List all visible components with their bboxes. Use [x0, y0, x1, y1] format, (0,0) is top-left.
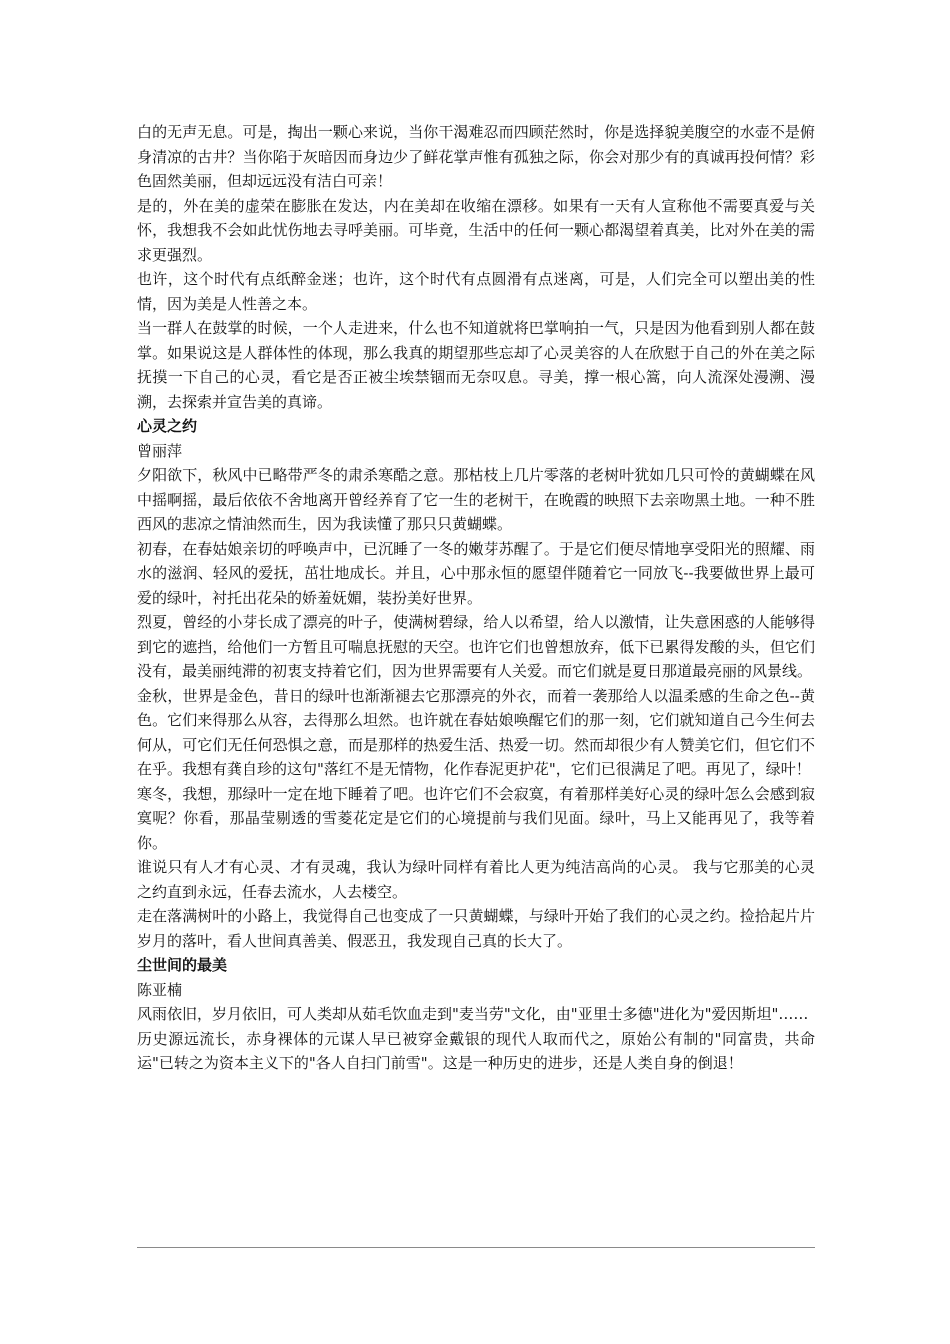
section-title: 心灵之约	[137, 417, 198, 435]
section-title: 尘世间的最美	[137, 956, 228, 974]
paragraph: 金秋，世界是金色，昔日的绿叶也渐渐褪去它那漂亮的外衣，而着一袭那给人以温柔感的生命之色--黄色。它们来得那么从容，去得那么坦然。也许就在春姑娘唤醒它们的那一刻，它们就知道自己今生何去何从，可它们无任何恐惧之意，而是那样的热爱生活、热爱一切。然而却很少有人赞美它们，但它们不在乎。我想有龚自珍的这句"落红不是无情物，化作春泥更护花"，它们已很满足了吧。再见了，绿叶！	[137, 686, 815, 778]
paragraph: 谁说只有人才有心灵、才有灵魂，我认为绿叶同样有着比人更为纯洁高尚的心灵。 我与它那美的心灵之约直到永远，任春去流水，人去楼空。	[137, 858, 815, 901]
paragraph: 当一群人在鼓掌的时候，一个人走进来，什么也不知道就将巴掌响拍一气，只是因为他看到别人都在鼓掌。如果说这是人群体性的体现，那么我真的期望那些忘却了心灵美容的人在欣慰于自己的外在美之际抚摸一下自己的心灵，看它是否正被尘埃禁锢而无奈叹息。寻美，撑一根心篙，向人流深处漫溯、漫溯，去探索并宣告美的真谛。	[137, 319, 815, 411]
paragraph: 白的无声无息。可是，掏出一颗心来说，当你干渴难忍而四顾茫然时，你是选择貌美腹空的水壶不是俯身清凉的古井？当你陷于灰暗因而身边少了鲜花掌声惟有孤独之际，你会对那少有的真诚再投何情？彩色固然美丽，但却远远没有洁白可亲！	[137, 123, 815, 190]
footer-divider	[137, 1247, 815, 1248]
author-name: 陈亚楠	[137, 980, 183, 999]
paragraph: 寒冬，我想，那绿叶一定在地下睡着了吧。也许它们不会寂寞，有着那样美好心灵的绿叶怎么会感到寂寞呢？你看，那晶莹剔透的雪菱花定是它们的心境提前与我们见面。绿叶，马上又能再见了，我等着你。	[137, 784, 815, 852]
author-name: 曾丽萍	[137, 441, 183, 460]
paragraph: 是的，外在美的虚荣在膨胀在发达，内在美却在收缩在漂移。如果有一天有人宣称他不需要真爱与关怀，我想我不会如此忧伤地去寻呼美丽。可毕竟，生活中的任何一颗心都渴望着真美，比对外在美的需求更强烈。	[137, 196, 815, 264]
paragraph: 夕阳欲下，秋风中已略带严冬的肃杀寒酷之意。那枯枝上几片零落的老树叶犹如几只可怜的黄蝴蝶在风中摇啊摇，最后依依不舍地离开曾经养育了它一生的老树干，在晚霞的映照下去亲吻黑土地。一种不胜西风的悲凉之情油然而生，因为我读懂了那只只黄蝴蝶。	[137, 466, 815, 533]
paragraph: 历史源远流长，赤身裸体的元谋人早已被穿金戴银的现代人取而代之，原始公有制的"同富贵，共命运"已转之为资本主义下的"各人自扫门前雪"。这是一种历史的进步，还是人类自身的倒退！	[137, 1029, 815, 1072]
document-body	[137, 120, 815, 1076]
paragraph: 风雨依旧，岁月依旧，可人类却从茹毛饮血走到"麦当劳"文化，由"亚里士多德"进化为"爱因斯坦"……	[137, 1005, 809, 1023]
paragraph: 走在落满树叶的小路上，我觉得自己也变成了一只黄蝴蝶，与绿叶开始了我们的心灵之约。捡拾起片片岁月的落叶，看人世间真善美、假恶丑，我发现自己真的长大了。	[137, 907, 815, 950]
paragraph: 烈夏，曾经的小芽长成了漂亮的叶子，使满树碧绿，给人以希望，给人以激情，让失意困惑的人能够得到它的遮挡，给他们一方暂且可喘息抚慰的天空。也许它们也曾想放弃，低下已累得发酸的头，但它们没有，最美丽纯滞的初衷支持着它们，因为世界需要有人关爱。而它们就是夏日那道最亮丽的风景线。	[137, 613, 815, 680]
paragraph: 也许，这个时代有点纸醉金迷；也许，这个时代有点圆滑有点迷离，可是，人们完全可以塑出美的性情，因为美是人性善之本。	[137, 270, 815, 313]
paragraph: 初春，在春姑娘亲切的呼唤声中，已沉睡了一冬的嫩芽苏醒了。于是它们便尽情地享受阳光的照耀、雨水的滋润、轻风的爱抚，茁壮地成长。并且，心中那永恒的愿望伴随着它一同放飞--我要做世界上最可爱的绿叶，衬托出花朵的娇羞妩媚，装扮美好世界。	[137, 539, 815, 607]
